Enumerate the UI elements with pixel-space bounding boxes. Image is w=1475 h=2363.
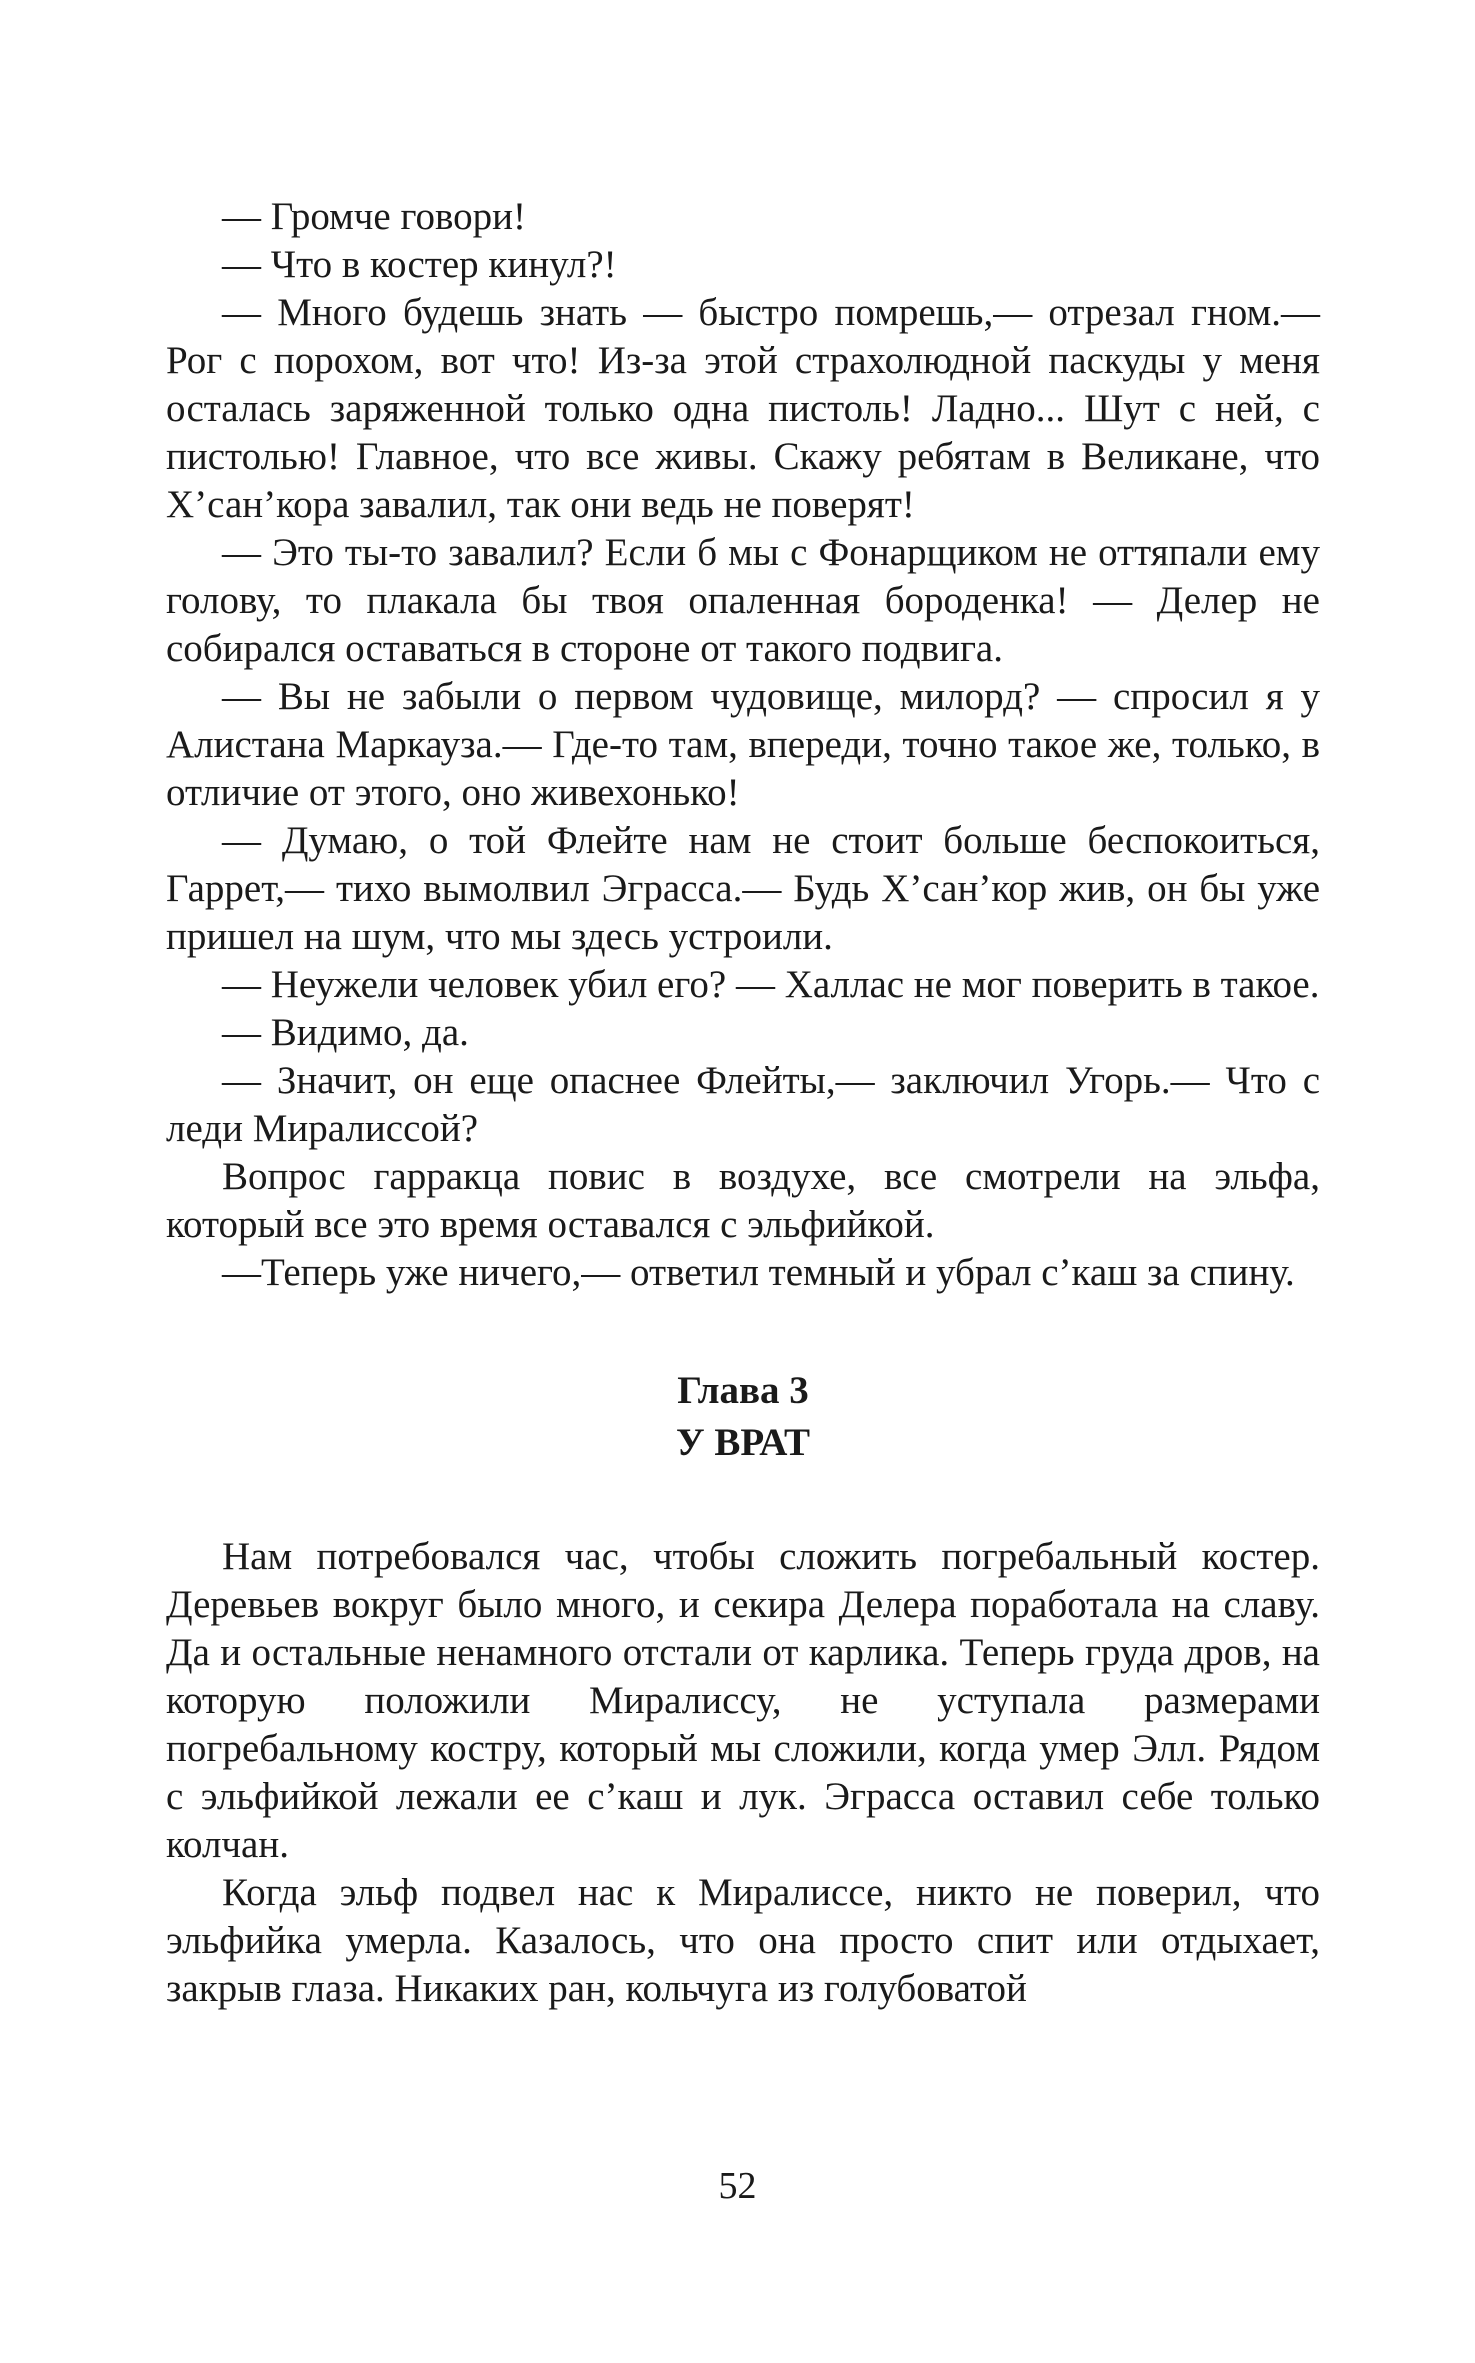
chapter-heading [166,1365,1320,1469]
paragraph: — Громче говори! [222,195,526,238]
paragraph: — Видимо, да. [222,1011,469,1054]
paragraph: Когда эльф подвел нас к Миралиссе, никто не поверил, что эльфийка умерла. Казалось, что она просто спит или отдыхает, закрыв глаза. Никаких ран, кольчуга из голубоватой [166,1871,1320,2010]
paragraph: —Теперь уже ничего,— ответил темный и убрал с’каш за спину. [222,1251,1295,1294]
paragraph: — Думаю, о той Флейте нам не стоит больше беспокоиться, Гаррет,— тихо вымолвил Эграсса.— Будь Х’сан’кор жив, он бы уже пришел на шум, что мы здесь устроили. [166,819,1320,958]
paragraph: — Значит, он еще опаснее Флейты,— заключил Угорь.— Что с леди Миралиссой? [166,1059,1320,1150]
paragraph: Вопрос гарракца повис в воздухе, все смотрели на эльфа, который все это время оставался с эльфийкой. [166,1155,1320,1246]
paragraph: — Это ты-то завалил? Если б мы с Фонарщиком не оттяпали ему голову, то плакала бы твоя опаленная бороденка! — Делер не собирался оставаться в стороне от такого подвига. [166,531,1320,670]
page-body [166,193,1320,2013]
chapter-number: Глава 3 [677,1369,809,1412]
paragraph: Нам потребовался час, чтобы сложить погребальный костер. Деревьев вокруг было много, и секира Делера поработала на славу. Да и остальные ненамного отстали от карлика. Теперь груда дров, на которую положили Миралиссу, не уступала размерами погребальному костру, который мы сложили, когда умер Элл. Рядом с эльфийкой лежали ее с’каш и лук. Эграсса оставил себе только колчан. [166,1535,1320,1866]
paragraph: — Неужели человек убил его? — Халлас не мог поверить в такое. [222,963,1320,1006]
paragraph: — Вы не забыли о первом чудовище, милорд? — спросил я у Алистана Маркауза.— Где-то там, впереди, точно такое же, только, в отличие от этого, оно живехонько! [166,675,1320,814]
paragraph: — Много будешь знать — быстро помрешь,— отрезал гном.— Рог с порохом, вот что! Из-за этой страхолюдной паскуды у меня осталась заряженной только одна пистоль! Ладно... Шут с ней, с пистолью! Главное, что все живы. Скажу ребятам в Великане, что Х’сан’кора завалил, так они ведь не поверят! [166,291,1320,526]
paragraph: — Что в костер кинул?! [222,243,617,286]
page-number: 52 [718,2165,757,2207]
chapter-title: У ВРАТ [676,1421,810,1464]
